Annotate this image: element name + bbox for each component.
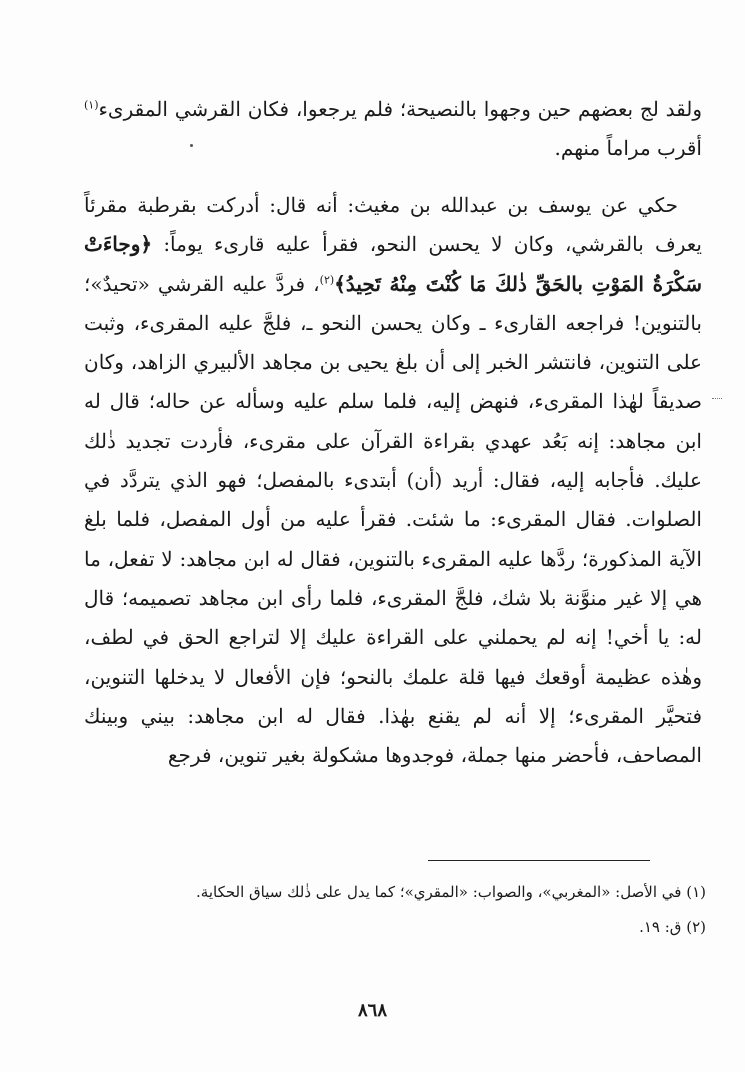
margin-mark: [712, 398, 722, 407]
intro-text-end: أقرب مراماً منهم.: [554, 136, 702, 161]
page-number: ٨٦٨: [357, 1000, 387, 1021]
quran-verse: ﴿وجاءَتْ سَكْرَةُ المَوْتِ بالحَقِّ ذٰلكَ مَا كُنْتَ مِنْهُ تَحِيدُ﴾: [84, 232, 702, 296]
footnote-separator: [428, 860, 650, 861]
footnote-ref-2: (٢): [319, 272, 335, 286]
story-text-opening: حكي عن يوسف بن عبدالله بن مغيث: أنه قال: أدركت بقرطبة مقرئاً يعرف بالقرشي، وكان لا يحسن النحو، فقرأ عليه قارىء يوماً:: [84, 193, 702, 257]
scan-speck: [190, 144, 193, 147]
intro-text: ولقد لج بعضهم حين وجهوا بالنصيحة؛ فلم يرجعوا، فكان القرشي المقرىء: [98, 97, 702, 121]
story-text-body: ، فردَّ عليه القرشي «تحيدٌ»؛ بالتنوين! فراجعه القارىء ـ وكان يحسن النحو ـ، فلجَّ عليه المقرىء، وثبت على التنوين، فانتشر الخبر إلى أن بلغ يحيى بن مجاهد الألبيري الزاهد، وكان صديقاً لهٰذا المقرىء، فنهض إليه، فلما سلم عليه وسأله عن حاله؛ قال له ابن مجاهد: إنه بَعُد عهدي بقراءة القرآن على مقرىء، فأردت تجديد ذٰلك عليك. فأجابه إليه، فقال: أريد (أن) أبتدىء بالمفصل؛ فهو الذي يتردَّد في الصلوات. فقال المقرىء: ما شئت. فقرأ عليه من أول المفصل، فلما بلغ الآية المذكورة؛ ردَّها عليه المقرىء بالتنوين، فقال له ابن مجاهد: لا تفعل، ما هي إلا غير منوَّنة بلا شك، فلجَّ المقرىء، فلما رأى ابن مجاهد تصميمه؛ قال له: يا أخي! إنه لم يحملني على القراءة عليك إلا لتراجع الحق في لطف، وهٰذه عظيمة أوقعك فيها قلة علمك بالنحو؛ فإن الأفعال لا يدخلها التنوين، فتحيَّر المقرىء؛ إلا أنه لم يقنع بهٰذا. فقال له ابن مجاهد: بيني وبينك المصاحف، فأحضر منها جملة، فوجدوها مشكولة بغير تنوين، فرجع: [84, 271, 702, 768]
footnote-1: (١) في الأصل: «المغربي»، والصواب: «المقري»؛ كما يدل على ذٰلك سياق الحكاية.: [196, 883, 706, 901]
footnotes: [86, 878, 706, 942]
story-paragraph: [84, 186, 702, 775]
intro-paragraph: [84, 90, 702, 169]
footnote-ref-1: (١): [84, 98, 99, 112]
footnote-2: (٢) ق: ١٩.: [639, 918, 706, 936]
